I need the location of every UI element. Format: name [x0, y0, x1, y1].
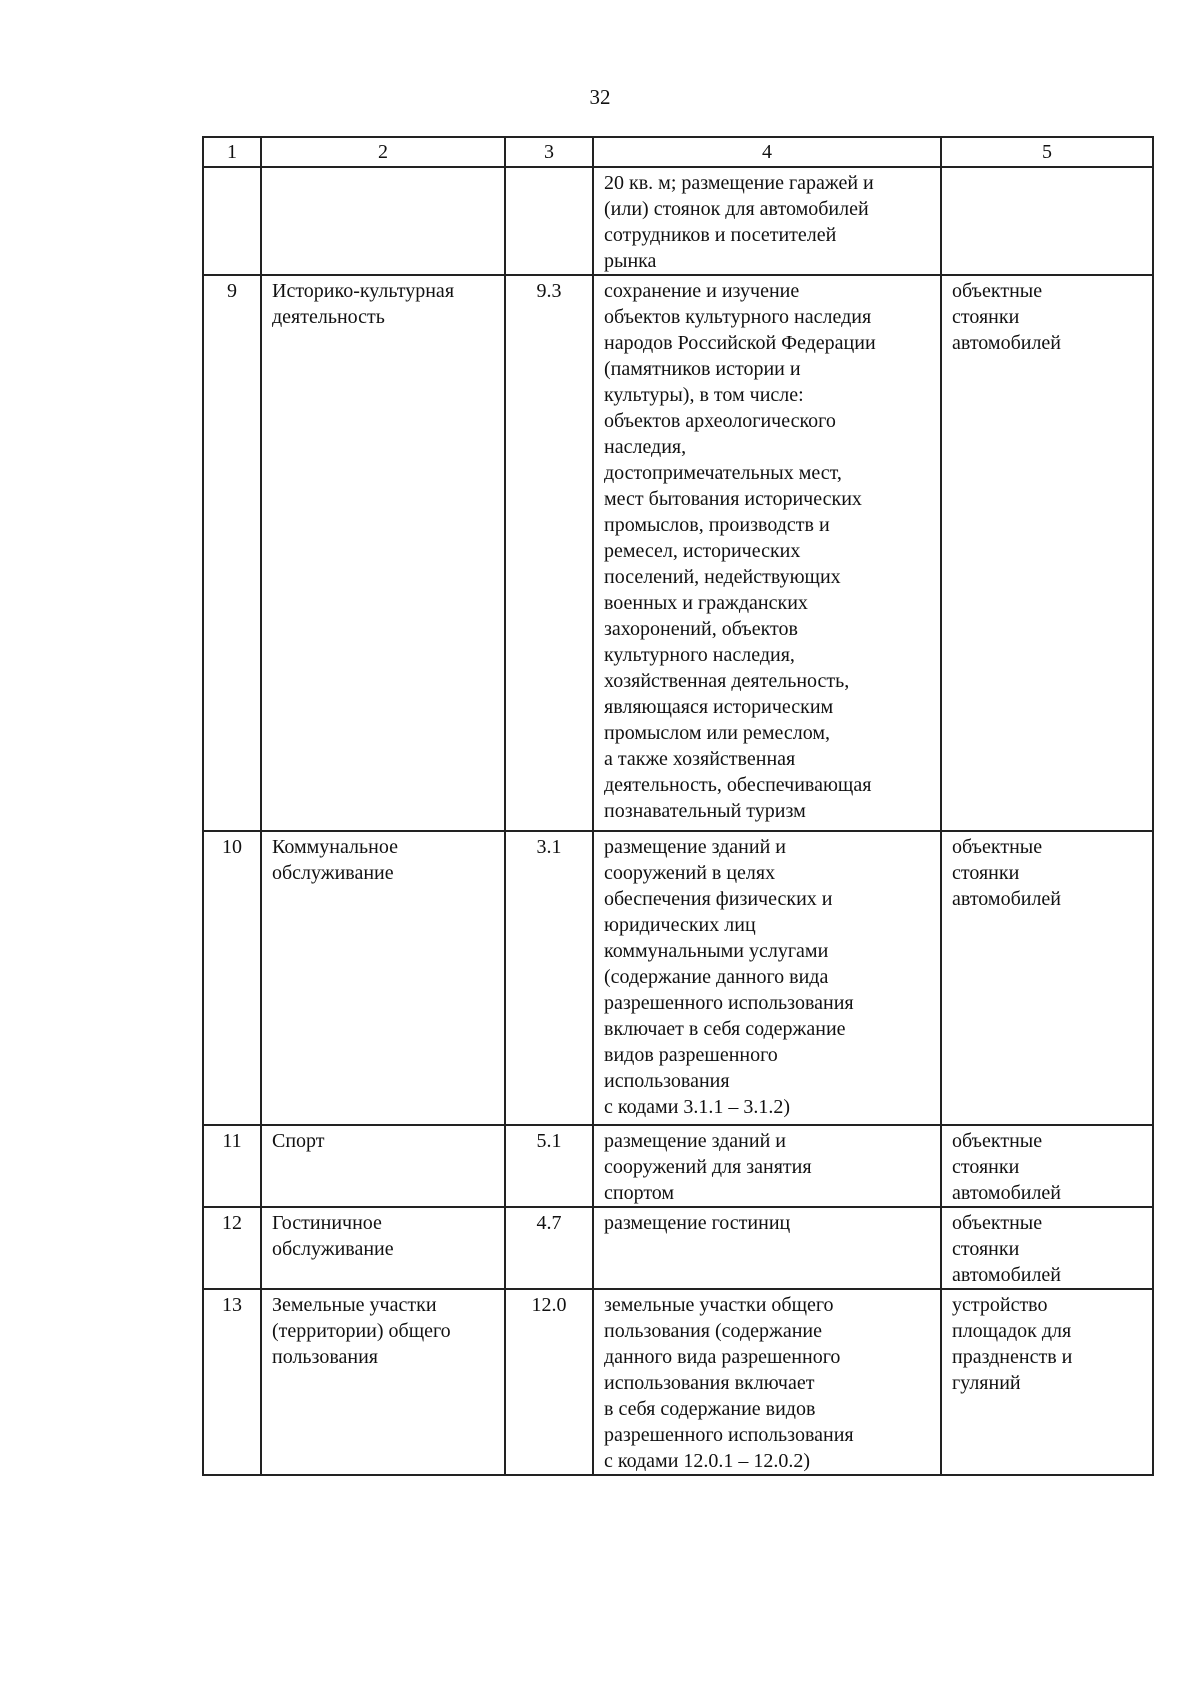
table-row	[203, 167, 1153, 275]
column-header: 1	[203, 137, 261, 167]
use-type-name: Коммунальное обслуживание	[261, 831, 505, 1125]
column-header: 4	[593, 137, 941, 167]
row-number	[203, 167, 261, 275]
use-code: 12.0	[505, 1289, 593, 1475]
page-number: 32	[589, 85, 611, 109]
table-header-row	[203, 137, 1153, 167]
table-row	[203, 831, 1153, 1125]
parking-requirement	[941, 167, 1153, 275]
parking-requirement: объектные стоянки автомобилей	[941, 831, 1153, 1125]
land-use-table	[202, 136, 1154, 1476]
use-description: размещение гостиниц	[593, 1207, 941, 1289]
use-code	[505, 167, 593, 275]
use-description: размещение зданий и сооружений для занятия спортом	[593, 1125, 941, 1207]
use-code: 5.1	[505, 1125, 593, 1207]
table-row	[203, 1207, 1153, 1289]
use-type-name: Земельные участки (территории) общего пользования	[261, 1289, 505, 1475]
row-number: 11	[203, 1125, 261, 1207]
use-type-name: Историко-культурная деятельность	[261, 275, 505, 831]
use-description: размещение зданий и сооружений в целях обеспечения физических и юридических лиц коммунальными услугами (содержание данного вида разрешенного использования включает в себя содержание видов разрешенного использования с кодами 3.1.1 – 3.1.2)	[593, 831, 941, 1125]
parking-requirement: объектные стоянки автомобилей	[941, 1207, 1153, 1289]
row-number: 10	[203, 831, 261, 1125]
parking-requirement: устройство площадок для праздненств и гуляний	[941, 1289, 1153, 1475]
use-code: 4.7	[505, 1207, 593, 1289]
use-type-name	[261, 167, 505, 275]
parking-requirement: объектные стоянки автомобилей	[941, 1125, 1153, 1207]
use-code: 9.3	[505, 275, 593, 831]
table-row	[203, 1125, 1153, 1207]
column-header: 5	[941, 137, 1153, 167]
row-number: 12	[203, 1207, 261, 1289]
parking-requirement: объектные стоянки автомобилей	[941, 275, 1153, 831]
row-number: 9	[203, 275, 261, 831]
use-description: земельные участки общего пользования (содержание данного вида разрешенного использования включает в себя содержание видов разрешенного использования с кодами 12.0.1 – 12.0.2)	[593, 1289, 941, 1475]
column-header: 3	[505, 137, 593, 167]
table-row	[203, 275, 1153, 831]
use-description: 20 кв. м; размещение гаражей и (или) стоянок для автомобилей сотрудников и посетителей рынка	[593, 167, 941, 275]
row-number: 13	[203, 1289, 261, 1475]
use-description: сохранение и изучение объектов культурного наследия народов Российской Федерации (памятников истории и культуры), в том числе: объектов археологического наследия, достопримечательных мест, мест бытования исторических промыслов, производств и ремесел, исторических поселений, недействующих военных и гражданских захоронений, объектов культурного наследия, хозяйственная деятельность, являющаяся историческим промыслом или ремеслом, а также хозяйственная деятельность, обеспечивающая познавательный туризм	[593, 275, 941, 831]
table-row	[203, 1289, 1153, 1475]
use-type-name: Гостиничное обслуживание	[261, 1207, 505, 1289]
use-code: 3.1	[505, 831, 593, 1125]
column-header: 2	[261, 137, 505, 167]
use-type-name: Спорт	[261, 1125, 505, 1207]
